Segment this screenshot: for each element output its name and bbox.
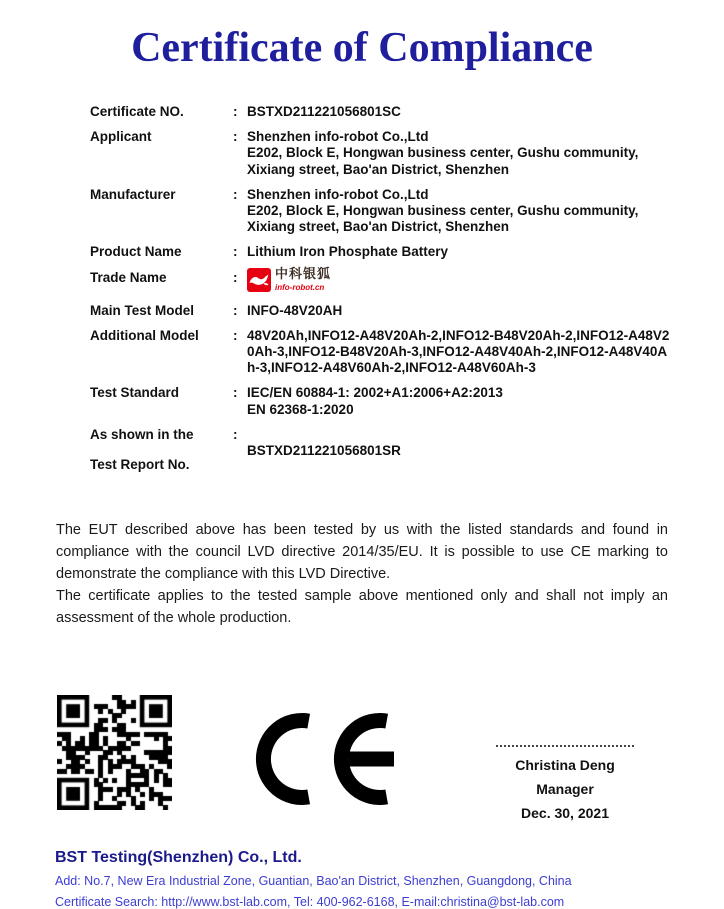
- field-row-additional-model: [90, 328, 672, 377]
- field-value: [247, 129, 672, 178]
- field-row-test-report: [90, 427, 672, 473]
- field-row-applicant: [90, 129, 672, 178]
- trade-name-logo: [247, 268, 672, 294]
- field-value: [247, 187, 672, 236]
- field-label: Applicant: [90, 129, 152, 145]
- marks-and-signature: [57, 695, 640, 825]
- logo-domain: info-robot.cn: [275, 282, 325, 292]
- compliance-statement: [56, 519, 668, 629]
- field-label: Additional Model: [90, 327, 199, 343]
- field-colon: :: [233, 269, 238, 285]
- signature-date: Dec. 30, 2021: [521, 805, 609, 822]
- issuer-footer: [55, 849, 684, 909]
- field-colon: :: [233, 385, 238, 401]
- logo-chinese-name: 中科银狐: [275, 266, 332, 282]
- statement-paragraph-2: The certificate applies to the tested sample above mentioned only and shall not imply an assessment of the whole production.: [56, 588, 668, 627]
- applicant-line: E202, Block E, Hongwan business center, Gushu community,: [247, 145, 639, 161]
- test-standard-line: IEC/EN 60884-1: 2002+A1:2006+A2:2013: [247, 385, 503, 401]
- signature-dotted-line: [496, 745, 634, 747]
- field-value: INFO-48V20AH: [247, 302, 343, 318]
- test-report-label-line1: As shown in the: [90, 426, 194, 442]
- field-colon: :: [233, 327, 238, 343]
- issuer-address: Add: No.7, New Era Industrial Zone, Guantian, Bao'an District, Shenzhen, Guangdong, China: [55, 874, 572, 889]
- ce-mark-icon: [256, 711, 396, 812]
- field-value: BSTXD211221056801SR: [247, 442, 401, 458]
- field-value: 48V20Ah,INFO12-A48V20Ah-2,INFO12-B48V20Ah-2,INFO12-A48V20Ah-3,INFO12-B48V20Ah-3,INFO12-A48V40Ah-2,INFO12-A48V40Ah-3,INFO12-A48V60Ah-2,INFO12-A48V60Ah-3: [247, 327, 670, 376]
- field-row-main-test-model: [90, 303, 672, 319]
- statement-paragraph-1: The EUT described above has been tested by us with the listed standards and found in compliance with the council LVD directive 2014/35/EU. It is possible to use CE marking to demonstrate the compliance with this LVD Directive.: [56, 522, 668, 583]
- field-label: Test Standard: [90, 385, 180, 401]
- field-value: BSTXD211221056801SC: [247, 104, 401, 119]
- applicant-line: Shenzhen info-robot Co.,Ltd: [247, 129, 429, 145]
- field-colon: :: [233, 302, 238, 318]
- signatory-name: Christina Deng: [515, 757, 615, 774]
- field-row-product-name: [90, 244, 672, 260]
- field-label: Product Name: [90, 244, 182, 260]
- field-row-manufacturer: [90, 187, 672, 236]
- field-row-certificate-no: [90, 104, 672, 120]
- field-value: [247, 385, 672, 417]
- info-robot-fox-icon: [247, 268, 271, 292]
- field-label: Main Test Model: [90, 302, 195, 318]
- field-label: Manufacturer: [90, 186, 176, 202]
- field-label: [90, 427, 233, 473]
- issuer-company-name: BST Testing(Shenzhen) Co., Ltd.: [55, 849, 302, 867]
- test-report-label-line2: Test Report No.: [90, 457, 190, 473]
- field-colon: :: [233, 426, 238, 442]
- field-colon: :: [233, 186, 238, 202]
- signatory-title: Manager: [536, 781, 594, 798]
- signature-block: [490, 745, 640, 825]
- applicant-line: Xixiang street, Bao'an District, Shenzhen: [247, 161, 510, 177]
- manufacturer-line: Shenzhen info-robot Co.,Ltd: [247, 186, 429, 202]
- field-colon: :: [233, 104, 238, 119]
- page-title: Certificate of Compliance: [131, 25, 593, 71]
- field-label: Certificate NO.: [90, 104, 184, 119]
- field-colon: :: [233, 129, 238, 145]
- field-label: Trade Name: [90, 269, 167, 285]
- issuer-contact: Certificate Search: http://www.bst-lab.com, Tel: 400-962-6168, E-mail:christina@bst-lab.com: [55, 895, 565, 909]
- logo-text: [275, 268, 331, 294]
- field-row-test-standard: [90, 385, 672, 417]
- field-colon: :: [233, 244, 238, 260]
- manufacturer-line: E202, Block E, Hongwan business center, Gushu community,: [247, 203, 639, 219]
- manufacturer-line: Xixiang street, Bao'an District, Shenzhen: [247, 219, 510, 235]
- test-standard-line: EN 62368-1:2020: [247, 401, 354, 417]
- field-row-trade-name: [90, 266, 672, 294]
- qr-code: [57, 695, 172, 810]
- certificate-fields: [90, 104, 672, 473]
- field-value: Lithium Iron Phosphate Battery: [247, 244, 449, 260]
